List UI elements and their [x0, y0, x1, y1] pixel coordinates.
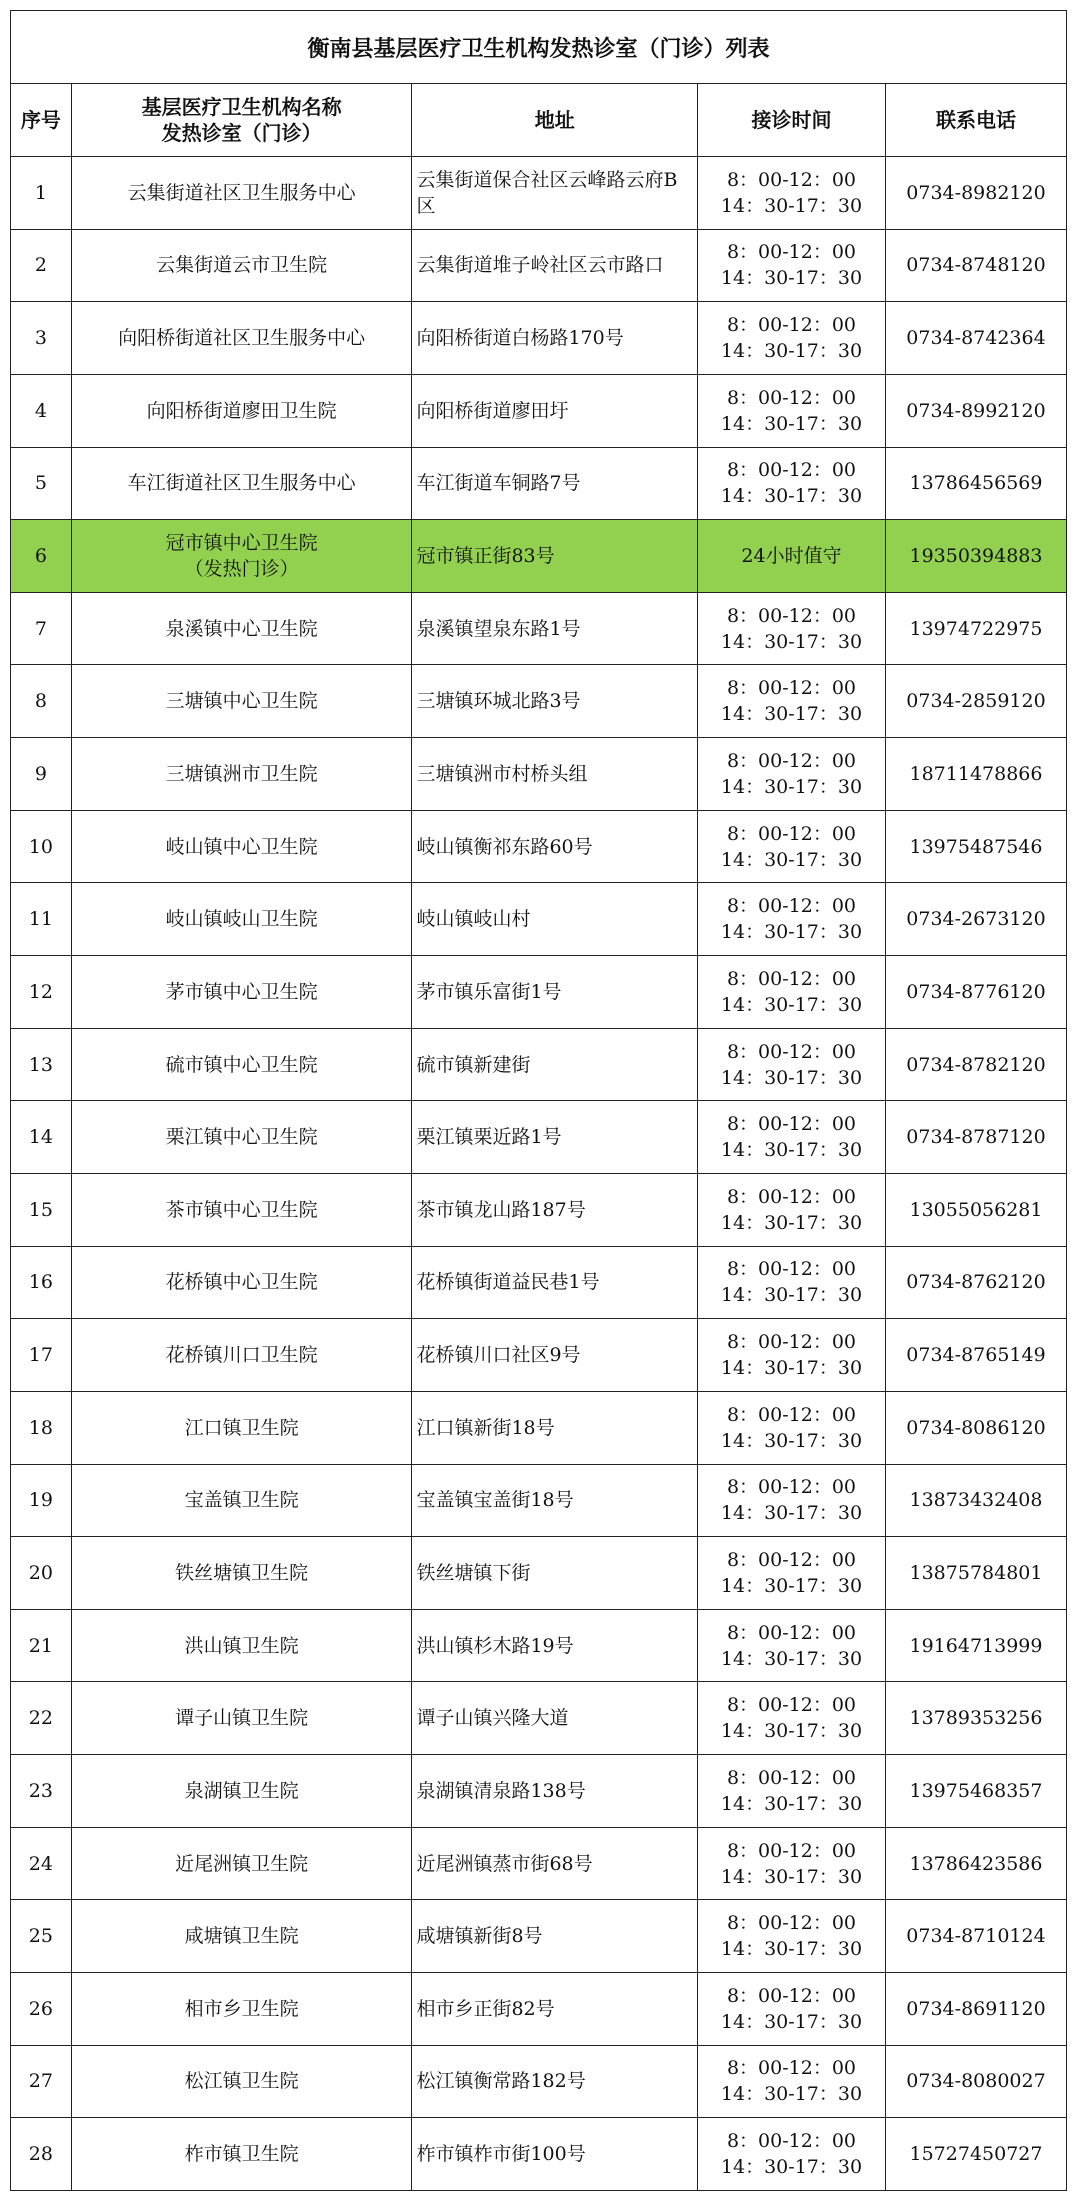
clinic-address: 茶市镇龙山路187号 [412, 1173, 698, 1246]
clinic-name: 花桥镇川口卫生院 [71, 1319, 412, 1392]
clinic-hours: 8：00-12：00 14：30-17：30 [698, 374, 886, 447]
table-row [11, 738, 1067, 811]
clinic-phone: 13786456569 [886, 447, 1067, 520]
clinic-name: 三塘镇中心卫生院 [71, 665, 412, 738]
clinic-address: 咸塘镇新街8号 [412, 1900, 698, 1973]
clinic-hours: 8：00-12：00 14：30-17：30 [698, 1464, 886, 1537]
clinic-name: 云集街道社区卫生服务中心 [71, 157, 412, 230]
clinic-address: 柞市镇柞市街100号 [412, 2118, 698, 2191]
clinic-table [10, 10, 1067, 2191]
clinic-phone: 0734-8787120 [886, 1101, 1067, 1174]
clinic-hours: 8：00-12：00 14：30-17：30 [698, 1537, 886, 1610]
clinic-phone: 15727450727 [886, 2118, 1067, 2191]
clinic-address: 云集街道堆子岭社区云市路口 [412, 229, 698, 302]
table-row [11, 1173, 1067, 1246]
clinic-name: 咸塘镇卫生院 [71, 1900, 412, 1973]
fever-clinic-list [10, 10, 1067, 2191]
table-row [11, 1319, 1067, 1392]
clinic-phone: 0734-2673120 [886, 883, 1067, 956]
table-row [11, 665, 1067, 738]
row-number: 8 [11, 665, 72, 738]
clinic-address: 三塘镇环城北路3号 [412, 665, 698, 738]
clinic-name: 向阳桥街道社区卫生服务中心 [71, 302, 412, 375]
clinic-address: 相市乡正街82号 [412, 1973, 698, 2046]
table-row [11, 592, 1067, 665]
clinic-phone: 0734-8782120 [886, 1028, 1067, 1101]
clinic-phone: 18711478866 [886, 738, 1067, 811]
clinic-hours: 8：00-12：00 14：30-17：30 [698, 1827, 886, 1900]
clinic-address: 岐山镇衡祁东路60号 [412, 810, 698, 883]
table-row [11, 956, 1067, 1029]
clinic-hours: 8：00-12：00 14：30-17：30 [698, 1319, 886, 1392]
clinic-name: 车江街道社区卫生服务中心 [71, 447, 412, 520]
clinic-hours: 8：00-12：00 14：30-17：30 [698, 2045, 886, 2118]
clinic-hours: 8：00-12：00 14：30-17：30 [698, 1101, 886, 1174]
table-row [11, 2118, 1067, 2191]
clinic-address: 向阳桥街道白杨路170号 [412, 302, 698, 375]
clinic-hours: 8：00-12：00 14：30-17：30 [698, 2118, 886, 2191]
clinic-hours: 8：00-12：00 14：30-17：30 [698, 157, 886, 230]
clinic-phone: 0734-8982120 [886, 157, 1067, 230]
table-row [11, 1973, 1067, 2046]
clinic-phone: 19164713999 [886, 1609, 1067, 1682]
clinic-hours: 8：00-12：00 14：30-17：30 [698, 1173, 886, 1246]
row-number: 26 [11, 1973, 72, 2046]
row-number: 17 [11, 1319, 72, 1392]
table-row-highlighted [11, 520, 1067, 593]
clinic-phone: 13789353256 [886, 1682, 1067, 1755]
row-number: 3 [11, 302, 72, 375]
clinic-address: 硫市镇新建街 [412, 1028, 698, 1101]
clinic-hours: 8：00-12：00 14：30-17：30 [698, 1973, 886, 2046]
clinic-address: 车江街道车铜路7号 [412, 447, 698, 520]
clinic-name: 茶市镇中心卫生院 [71, 1173, 412, 1246]
row-number: 7 [11, 592, 72, 665]
clinic-address: 花桥镇街道益民巷1号 [412, 1246, 698, 1319]
clinic-phone: 0734-8086120 [886, 1391, 1067, 1464]
clinic-address: 近尾洲镇蒸市街68号 [412, 1827, 698, 1900]
row-number: 19 [11, 1464, 72, 1537]
row-number: 14 [11, 1101, 72, 1174]
clinic-phone: 0734-8080027 [886, 2045, 1067, 2118]
clinic-hours: 8：00-12：00 14：30-17：30 [698, 447, 886, 520]
table-row [11, 1391, 1067, 1464]
row-number: 10 [11, 810, 72, 883]
table-row [11, 1028, 1067, 1101]
clinic-address: 向阳桥街道廖田圩 [412, 374, 698, 447]
clinic-address: 宝盖镇宝盖街18号 [412, 1464, 698, 1537]
table-row [11, 1246, 1067, 1319]
clinic-name: 栗江镇中心卫生院 [71, 1101, 412, 1174]
clinic-name: 三塘镇洲市卫生院 [71, 738, 412, 811]
row-number: 27 [11, 2045, 72, 2118]
clinic-phone: 0734-8710124 [886, 1900, 1067, 1973]
table-row [11, 1900, 1067, 1973]
table-row [11, 810, 1067, 883]
table-row [11, 1537, 1067, 1610]
row-number: 18 [11, 1391, 72, 1464]
clinic-name: 宝盖镇卫生院 [71, 1464, 412, 1537]
clinic-phone: 13875784801 [886, 1537, 1067, 1610]
clinic-hours: 8：00-12：00 14：30-17：30 [698, 1900, 886, 1973]
header-no: 序号 [11, 84, 72, 157]
clinic-hours: 8：00-12：00 14：30-17：30 [698, 1682, 886, 1755]
clinic-phone: 13974722975 [886, 592, 1067, 665]
clinic-address: 岐山镇岐山村 [412, 883, 698, 956]
table-header-row [11, 84, 1067, 157]
table-row [11, 2045, 1067, 2118]
header-address: 地址 [412, 84, 698, 157]
clinic-address: 铁丝塘镇下街 [412, 1537, 698, 1610]
clinic-name: 松江镇卫生院 [71, 2045, 412, 2118]
clinic-hours: 8：00-12：00 14：30-17：30 [698, 956, 886, 1029]
clinic-hours: 8：00-12：00 14：30-17：30 [698, 229, 886, 302]
clinic-hours: 8：00-12：00 14：30-17：30 [698, 1609, 886, 1682]
clinic-name: 洪山镇卫生院 [71, 1609, 412, 1682]
table-row [11, 1101, 1067, 1174]
clinic-hours: 8：00-12：00 14：30-17：30 [698, 592, 886, 665]
clinic-hours: 8：00-12：00 14：30-17：30 [698, 1246, 886, 1319]
clinic-name: 江口镇卫生院 [71, 1391, 412, 1464]
clinic-phone: 13786423586 [886, 1827, 1067, 1900]
row-number: 23 [11, 1755, 72, 1828]
clinic-hours: 8：00-12：00 14：30-17：30 [698, 810, 886, 883]
clinic-address: 松江镇衡常路182号 [412, 2045, 698, 2118]
table-row [11, 157, 1067, 230]
row-number: 2 [11, 229, 72, 302]
clinic-name: 谭子山镇卫生院 [71, 1682, 412, 1755]
row-number: 21 [11, 1609, 72, 1682]
clinic-phone: 0734-8762120 [886, 1246, 1067, 1319]
clinic-phone: 13055056281 [886, 1173, 1067, 1246]
clinic-name: 岐山镇岐山卫生院 [71, 883, 412, 956]
clinic-phone: 0734-2859120 [886, 665, 1067, 738]
clinic-phone: 13873432408 [886, 1464, 1067, 1537]
clinic-phone: 0734-8742364 [886, 302, 1067, 375]
clinic-name: 花桥镇中心卫生院 [71, 1246, 412, 1319]
clinic-phone: 0734-8691120 [886, 1973, 1067, 2046]
clinic-address: 栗江镇栗近路1号 [412, 1101, 698, 1174]
clinic-address: 花桥镇川口社区9号 [412, 1319, 698, 1392]
clinic-address: 茅市镇乐富街1号 [412, 956, 698, 1029]
row-number: 9 [11, 738, 72, 811]
row-number: 5 [11, 447, 72, 520]
clinic-phone: 0734-8776120 [886, 956, 1067, 1029]
row-number: 1 [11, 157, 72, 230]
clinic-name: 云集街道云市卫生院 [71, 229, 412, 302]
row-number: 6 [11, 520, 72, 593]
table-row [11, 1755, 1067, 1828]
clinic-name: 近尾洲镇卫生院 [71, 1827, 412, 1900]
header-phone: 联系电话 [886, 84, 1067, 157]
clinic-name: 硫市镇中心卫生院 [71, 1028, 412, 1101]
clinic-name: 岐山镇中心卫生院 [71, 810, 412, 883]
row-number: 4 [11, 374, 72, 447]
row-number: 13 [11, 1028, 72, 1101]
row-number: 24 [11, 1827, 72, 1900]
table-row [11, 447, 1067, 520]
clinic-name: 向阳桥街道廖田卫生院 [71, 374, 412, 447]
header-name: 基层医疗卫生机构名称 发热诊室（门诊） [71, 84, 412, 157]
row-number: 25 [11, 1900, 72, 1973]
clinic-address: 云集街道保合社区云峰路云府B区 [412, 157, 698, 230]
row-number: 20 [11, 1537, 72, 1610]
clinic-phone: 13975468357 [886, 1755, 1067, 1828]
clinic-hours: 8：00-12：00 14：30-17：30 [698, 738, 886, 811]
clinic-phone: 0734-8748120 [886, 229, 1067, 302]
clinic-name: 泉溪镇中心卫生院 [71, 592, 412, 665]
clinic-hours: 8：00-12：00 14：30-17：30 [698, 1391, 886, 1464]
row-number: 15 [11, 1173, 72, 1246]
clinic-hours: 8：00-12：00 14：30-17：30 [698, 1755, 886, 1828]
clinic-phone: 19350394883 [886, 520, 1067, 593]
clinic-hours: 8：00-12：00 14：30-17：30 [698, 1028, 886, 1101]
clinic-address: 泉溪镇望泉东路1号 [412, 592, 698, 665]
table-row [11, 1609, 1067, 1682]
row-number: 12 [11, 956, 72, 1029]
row-number: 22 [11, 1682, 72, 1755]
table-row [11, 302, 1067, 375]
table-body [11, 157, 1067, 2191]
table-row [11, 229, 1067, 302]
table-title: 衡南县基层医疗卫生机构发热诊室（门诊）列表 [11, 11, 1067, 84]
clinic-name: 茅市镇中心卫生院 [71, 956, 412, 1029]
clinic-address: 三塘镇洲市村桥头组 [412, 738, 698, 811]
clinic-name: 相市乡卫生院 [71, 1973, 412, 2046]
clinic-hours: 24小时值守 [698, 520, 886, 593]
row-number: 11 [11, 883, 72, 956]
clinic-address: 冠市镇正街83号 [412, 520, 698, 593]
clinic-address: 洪山镇杉木路19号 [412, 1609, 698, 1682]
clinic-phone: 0734-8992120 [886, 374, 1067, 447]
table-row [11, 1464, 1067, 1537]
table-row [11, 1827, 1067, 1900]
clinic-hours: 8：00-12：00 14：30-17：30 [698, 302, 886, 375]
clinic-address: 谭子山镇兴隆大道 [412, 1682, 698, 1755]
clinic-name: 铁丝塘镇卫生院 [71, 1537, 412, 1610]
clinic-address: 泉湖镇清泉路138号 [412, 1755, 698, 1828]
clinic-phone: 13975487546 [886, 810, 1067, 883]
row-number: 16 [11, 1246, 72, 1319]
clinic-address: 江口镇新街18号 [412, 1391, 698, 1464]
clinic-name: 泉湖镇卫生院 [71, 1755, 412, 1828]
clinic-phone: 0734-8765149 [886, 1319, 1067, 1392]
header-hours: 接诊时间 [698, 84, 886, 157]
clinic-name: 柞市镇卫生院 [71, 2118, 412, 2191]
clinic-name: 冠市镇中心卫生院 （发热门诊） [71, 520, 412, 593]
table-row [11, 374, 1067, 447]
table-row [11, 1682, 1067, 1755]
row-number: 28 [11, 2118, 72, 2191]
clinic-hours: 8：00-12：00 14：30-17：30 [698, 883, 886, 956]
clinic-hours: 8：00-12：00 14：30-17：30 [698, 665, 886, 738]
table-row [11, 883, 1067, 956]
